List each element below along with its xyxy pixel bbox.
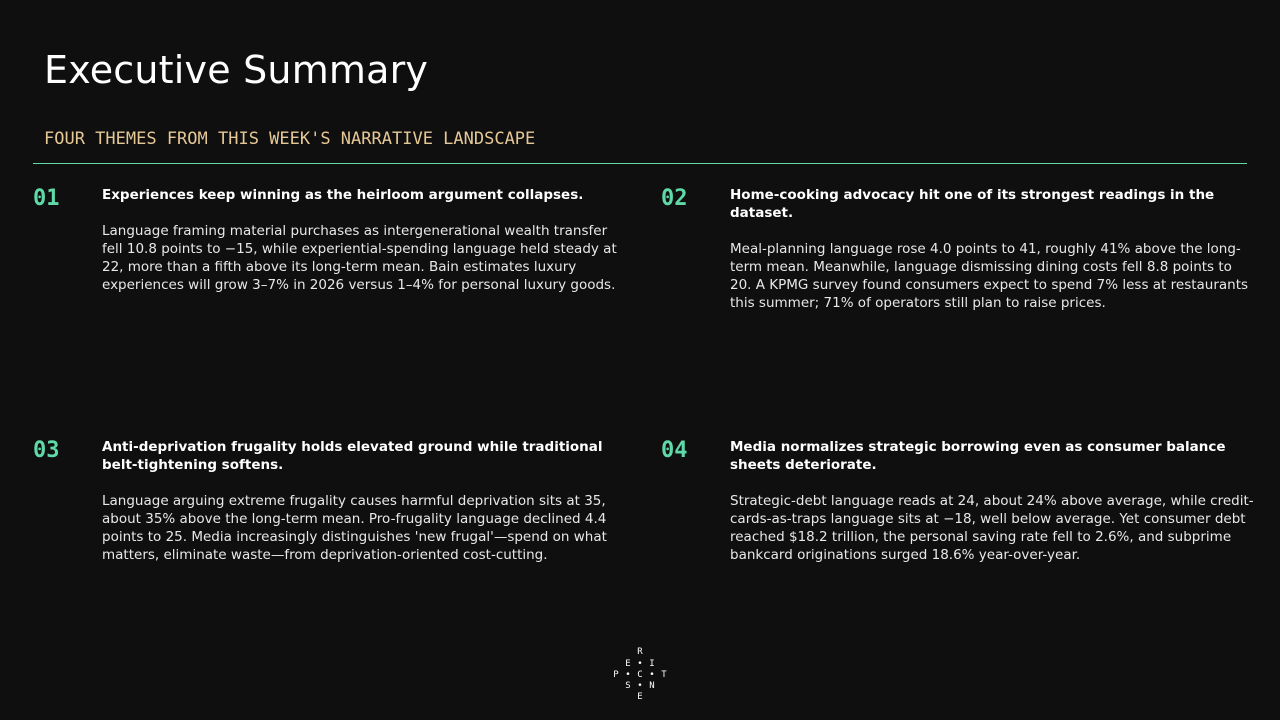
logo-letter: N	[649, 681, 655, 691]
theme-body	[730, 186, 1256, 312]
theme-text: Language framing material purchases as intergenerational wealth transfer fell 10.8 points to −15, while experiential-spending language held steady at 22, more than a fifth above its long-term mean. Bain estimates luxury experiences will grow 3–7% in 2026 versus 1–4% for personal luxury goods.	[102, 223, 617, 293]
theme-body	[102, 186, 628, 294]
logo-letter: C	[637, 670, 643, 680]
theme-heading: Anti-deprivation frugality holds elevated ground while traditional belt-tightening softens.	[102, 439, 603, 473]
logo-letter: I	[649, 659, 655, 669]
theme-heading: Home-cooking advocacy hit one of its strongest readings in the dataset.	[730, 187, 1215, 221]
divider	[33, 163, 1247, 164]
logo-dot: •	[625, 670, 631, 680]
logo-letter: S	[625, 681, 631, 691]
logo-letter: T	[661, 670, 667, 680]
theme-number: 04	[661, 438, 688, 463]
logo-letter: E	[625, 659, 631, 669]
theme-body	[730, 438, 1256, 564]
logo-dot: •	[637, 681, 643, 691]
page-subtitle: FOUR THEMES FROM THIS WEEK'S NARRATIVE LANDSCAPE	[44, 129, 536, 149]
logo-letter: P	[613, 670, 619, 680]
logo-dot: •	[637, 659, 643, 669]
theme-number: 02	[661, 186, 688, 211]
brand-logo	[610, 646, 670, 702]
theme-number: 03	[33, 438, 60, 463]
theme-heading: Experiences keep winning as the heirloom argument collapses.	[102, 187, 584, 203]
theme-number: 01	[33, 186, 60, 211]
theme-text: Strategic-debt language reads at 24, about 24% above average, while credit-cards-as-traps language sits at −18, well below average. Yet consumer debt reached $18.2 trillion, the personal saving rate fell to 2.6%, and subprime bankcard originations surged 18.6% year-over-year.	[730, 493, 1254, 563]
page-title: Executive Summary	[44, 48, 429, 92]
logo-letter: R	[637, 647, 643, 657]
theme-body	[102, 438, 628, 564]
logo-letter: E	[637, 692, 643, 702]
theme-text: Language arguing extreme frugality causes harmful deprivation sits at 35, about 35% above the long-term mean. Pro-frugality language declined 4.4 points to 25. Media increasingly distinguishes 'new frugal'—spend on what matters, eliminate waste—from deprivation-oriented cost-cutting.	[102, 493, 607, 563]
logo-dot: •	[649, 670, 655, 680]
theme-heading: Media normalizes strategic borrowing even as consumer balance sheets deteriorate.	[730, 439, 1226, 473]
theme-text: Meal-planning language rose 4.0 points to 41, roughly 41% above the long-term mean. Meanwhile, language dismissing dining costs fell 8.8 points to 20. A KPMG survey found consumers expect to spend 7% less at restaurants this summer; 71% of operators still plan to raise prices.	[730, 241, 1249, 311]
